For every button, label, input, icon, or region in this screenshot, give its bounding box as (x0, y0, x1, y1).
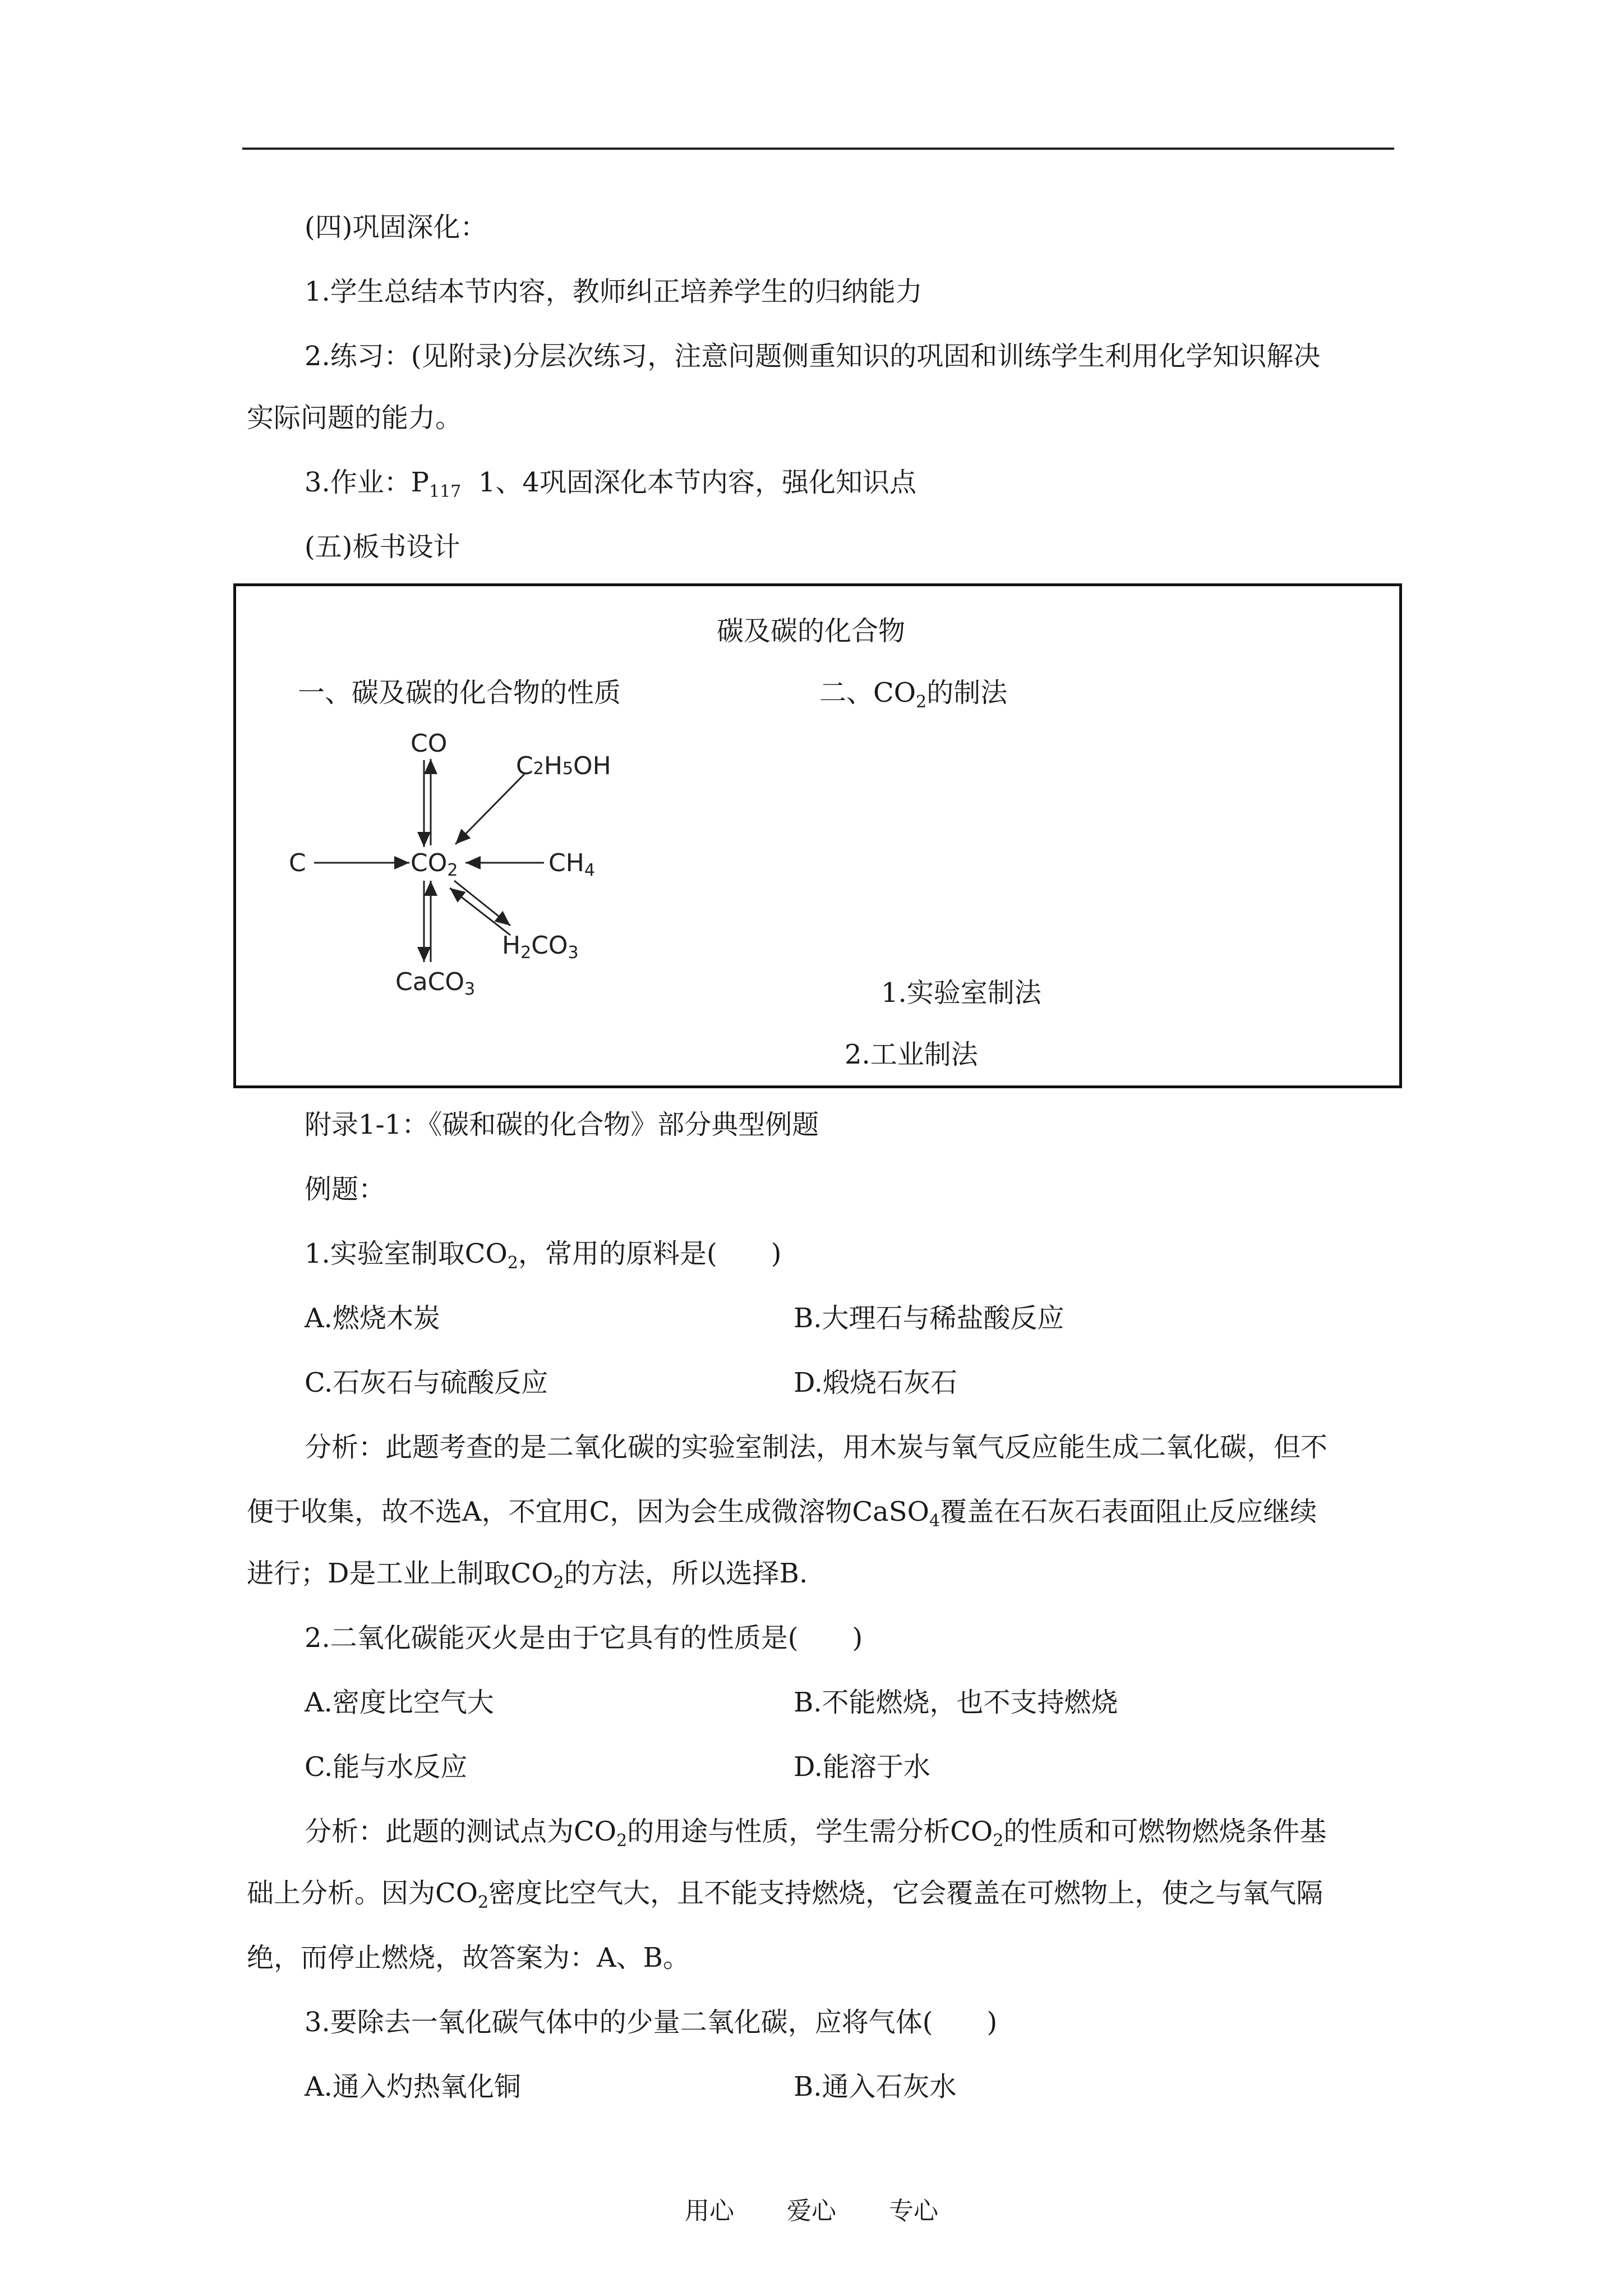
label-carbonic-acid: H2CO3 (502, 931, 579, 963)
analysis-1-line1: 分析：此题考查的是二氧化碳的实验室制法，用木炭与氧气反应能生成二氧化碳，但不 (305, 1432, 1328, 1463)
q2-option-c: C.能与水反应 (305, 1751, 468, 1783)
analysis-1-line2: 便于收集，故不选A，不宜用C，因为会生成微溶物CaSO$_4$覆盖在石灰石表面阻止反应继续 (247, 1496, 1317, 1531)
label-c: C (289, 849, 306, 877)
analysis-2-line3: 绝，而停止燃烧，故答案为：A、B。 (247, 1942, 690, 1973)
q1-option-b: B.大理石与稀盐酸反应 (794, 1303, 1064, 1334)
question-1: 1.实验室制取$CO_2$，常用的原料是( ) (305, 1238, 782, 1273)
board-method2: 2.工业制法 (845, 1039, 978, 1070)
co2-main: CO (411, 849, 448, 877)
section4-item2-line2: 实际问题的能力。 (247, 402, 463, 434)
item3-rest: 1、4巩固深化本节内容，强化知识点 (461, 467, 916, 498)
label-co2 (411, 849, 458, 880)
section4-item3 (305, 466, 916, 509)
analysis-1-line3: 进行；D是工业上制取$CO_2$的方法，所以选择B. (247, 1558, 808, 1593)
footer-word-1: 用心 (685, 2197, 734, 2225)
q2-option-a: A.密度比空气大 (305, 1687, 494, 1718)
label-ethanol: C2H5OH (516, 752, 611, 780)
board-title: 碳及碳的化合物 (717, 615, 906, 647)
analysis-2-line1: 分析：此题的测试点为$CO_2$的用途与性质，学生需分析$CO_2$的性质和可燃物燃烧条件基 (305, 1816, 1327, 1851)
q1-option-d: D.煅烧石灰石 (794, 1367, 958, 1398)
section4-item2-line1: 2.练习：(见附录)分层次练习，注意问题侧重知识的巩固和训练学生利用化学知识解决 (305, 341, 1321, 372)
section4-heading: (四)巩固深化： (305, 211, 487, 243)
label-calcium-carbonate: CaCO3 (395, 968, 476, 999)
item3-sub: 117 (429, 482, 462, 501)
question-2: 2.二氧化碳能灭火是由于它具有的性质是( ) (305, 1622, 863, 1654)
footer-word-2: 爱心 (787, 2197, 836, 2225)
item3-prefix: 3.作业：P (305, 467, 430, 498)
co2-sub: 2 (447, 861, 458, 880)
board-method1: 1.实验室制法 (881, 977, 1041, 1009)
analysis-2-line2: 础上分析。因为$CO_2$密度比空气大，且不能支持燃烧，它会覆盖在可燃物上，使之与氧气隔 (247, 1878, 1324, 1912)
q2-option-b: B.不能燃烧，也不支持燃烧 (794, 1687, 1118, 1718)
section4-item1: 1.学生总结本节内容，教师纠正培养学生的归纳能力 (305, 276, 923, 307)
label-co: CO (411, 729, 448, 758)
q3-option-b: B.通入石灰水 (794, 2071, 957, 2102)
carbon-relations-diagram (286, 721, 634, 1001)
section5-heading: (五)板书设计 (305, 531, 460, 563)
q1-option-a: A.燃烧木炭 (305, 1303, 440, 1334)
example-label: 例题： (305, 1174, 386, 1205)
q1-option-c: C.石灰石与硫酸反应 (305, 1367, 548, 1398)
q2-option-d: D.能溶于水 (794, 1751, 931, 1783)
q3-option-a: A.通入灼热氧化铜 (305, 2071, 521, 2102)
question-3: 3.要除去一氧化碳气体中的少量二氧化碳，应将气体( ) (305, 2007, 998, 2038)
right-heading-suffix: 的制法 (926, 677, 1008, 708)
board-left-heading: 一、碳及碳的化合物的性质 (298, 677, 621, 708)
arrow-ethanol-to-co2 (455, 774, 524, 844)
appendix-title: 附录1-1：《碳和碳的化合物》部分典型例题 (305, 1109, 819, 1140)
label-methane: CH4 (548, 849, 595, 880)
right-heading-sub: 2 (916, 692, 927, 712)
arrow-h2co3-to-co2 (450, 888, 510, 935)
header-rule (242, 148, 1394, 150)
footer-word-3: 专心 (889, 2197, 938, 2225)
arrow-co2-to-h2co3 (454, 881, 510, 926)
board-right-heading (819, 676, 1007, 719)
page-footer (0, 2191, 1623, 2226)
right-heading-prefix: 二、CO (819, 677, 916, 708)
